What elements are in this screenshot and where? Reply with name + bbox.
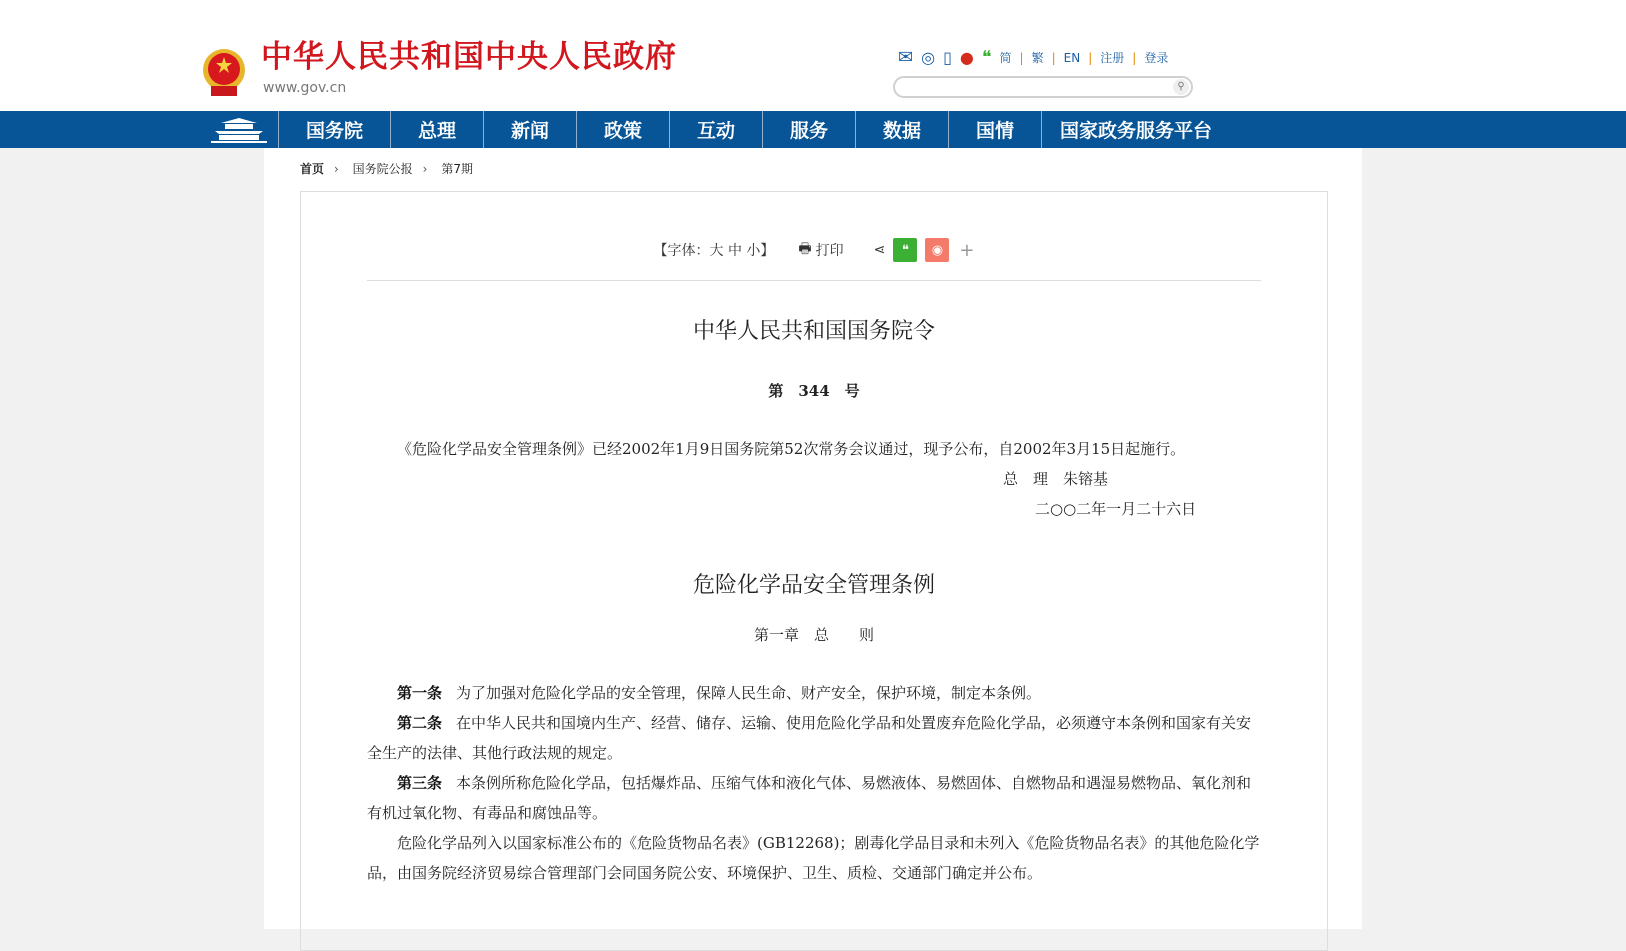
more-share-button[interactable]: +	[959, 239, 975, 261]
print-label: 打印	[815, 243, 844, 259]
mobile-icon[interactable]: ▯	[943, 48, 952, 67]
header-tools: ✉ ◎ ▯ ● ❝ 简 | 繁 | EN | 注册 | 登录	[898, 47, 1169, 68]
share-icon[interactable]: ⋖	[873, 242, 886, 258]
document-body	[367, 312, 1261, 888]
article-label: 第一条	[397, 684, 443, 702]
nav-item-data[interactable]: 数据	[856, 111, 949, 148]
signing-date: 二○○二年一月二十六日	[1035, 500, 1197, 518]
chevron-right-icon: ›	[334, 162, 339, 176]
order-number: 第 344 号	[768, 382, 860, 400]
font-medium-button[interactable]: 中	[727, 243, 742, 259]
chat-icon[interactable]: ◎	[921, 48, 936, 67]
font-small-button[interactable]: 小】	[746, 243, 775, 259]
document-title: 中华人民共和国国务院令	[692, 319, 935, 344]
article-label: 第二条	[397, 714, 443, 732]
font-label: 【字体：	[653, 243, 710, 259]
wechat-share-icon[interactable]: ❝	[893, 238, 917, 262]
weibo-icon[interactable]: ●	[959, 48, 974, 67]
main-nav	[0, 111, 1626, 148]
breadcrumb-home[interactable]: 首页	[300, 162, 325, 176]
nav-item-interaction[interactable]: 互动	[670, 111, 763, 148]
link-english[interactable]: EN	[1063, 51, 1081, 65]
link-login[interactable]: 登录	[1144, 51, 1169, 65]
header	[0, 0, 1626, 111]
link-simplified[interactable]: 简	[999, 51, 1012, 65]
link-traditional[interactable]: 繁	[1031, 51, 1044, 65]
article-text: 本条例所称危险化学品，包括爆炸品、压缩气体和液化气体、易燃液体、易燃固体、自燃物品和遇湿易燃物品、氧化剂和有机过氧化物、有毒品和腐蚀品等。	[367, 774, 1252, 822]
nav-item-national-info[interactable]: 国情	[949, 111, 1042, 148]
article-1	[367, 678, 1261, 708]
nav-item-services[interactable]: 服务	[763, 111, 856, 148]
link-register[interactable]: 注册	[1100, 51, 1125, 65]
nav-item-news[interactable]: 新闻	[484, 111, 577, 148]
signer: 总 理 朱镕基	[1003, 470, 1109, 488]
breadcrumb	[300, 161, 473, 177]
site-name[interactable]: 中华人民共和国中央人民政府	[261, 39, 677, 75]
article-3	[367, 768, 1261, 828]
content-area	[264, 148, 1362, 929]
article-text: 为了加强对危险化学品的安全管理，保障人民生命、财产安全，保护环境，制定本条例。	[456, 684, 1042, 702]
breadcrumb-gazette[interactable]: 国务院公报	[352, 162, 413, 176]
search-input[interactable]	[893, 76, 1193, 98]
divider	[367, 280, 1261, 281]
article-box	[300, 191, 1328, 951]
national-emblem-icon[interactable]	[201, 48, 247, 98]
nav-item-policy[interactable]: 政策	[577, 111, 670, 148]
font-size-control	[654, 240, 775, 260]
article-toolbar	[301, 238, 1327, 262]
nav-item-premier[interactable]: 总理	[391, 111, 484, 148]
article-text: 在中华人民共和国境内生产、经营、储存、运输、使用危险化学品和处置废弃危险化学品，必须遵守本条例和国家有关安全生产的法律、其他行政法规的规定。	[367, 714, 1252, 762]
font-large-button[interactable]: 大	[709, 243, 724, 259]
search-icon[interactable]: ⚲	[1173, 79, 1189, 95]
announcement: 《危险化学品安全管理条例》已经2002年1月9日国务院第52次常务会议通过，现予公布，自2002年3月15日起施行。	[397, 440, 1186, 458]
printer-icon: 🖶	[798, 241, 812, 257]
site-url: www.gov.cn	[263, 80, 347, 96]
chevron-right-icon: ›	[422, 162, 428, 176]
breadcrumb-issue[interactable]: 第7期	[441, 162, 473, 176]
nav-item-service-platform[interactable]: 国家政务服务平台	[1059, 120, 1212, 142]
article-label: 第三条	[397, 774, 443, 792]
chapter-heading: 第一章 总 则	[753, 626, 874, 644]
nav-item-state-council[interactable]: 国务院	[279, 111, 391, 148]
regulation-title: 危险化学品安全管理条例	[692, 573, 935, 598]
mail-icon[interactable]: ✉	[898, 47, 914, 68]
weibo-share-icon[interactable]: ◉	[925, 238, 949, 262]
article-2	[367, 708, 1261, 768]
home-building-icon[interactable]	[199, 111, 279, 148]
print-button[interactable]	[798, 238, 843, 262]
article-3-paragraph: 危险化学品列入以国家标准公布的《危险货物品名表》(GB12268)；剧毒化学品目录和未列入《危险货物品名表》的其他危险化学品，由国务院经济贸易综合管理部门会同国务院公安、环境保护、卫生、质检、交通部门确定并公布。	[367, 834, 1260, 882]
wechat-icon[interactable]: ❝	[981, 47, 992, 68]
